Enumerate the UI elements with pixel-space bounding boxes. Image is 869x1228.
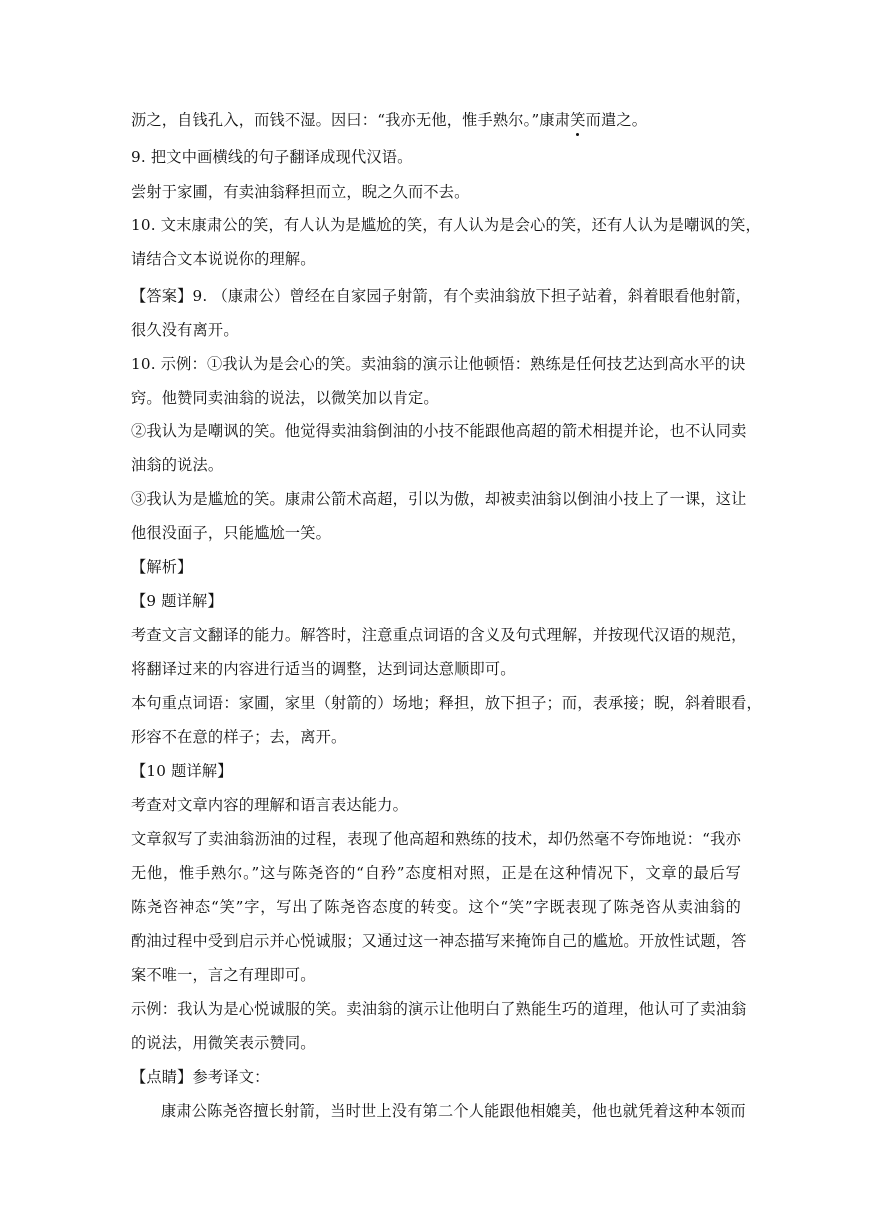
- analysis-line: 考查对文章内容的理解和语言表达能力。: [131, 796, 408, 814]
- answer-line: 油翁的说法。: [131, 456, 224, 474]
- analysis-line: 案不唯一，言之有理即可。: [131, 966, 316, 984]
- example-line: 的说法，用微笑表示赞同。: [131, 1034, 316, 1052]
- analysis-line: 形容不在意的样子；去，离开。: [131, 728, 347, 746]
- analysis-line: 本句重点词语：家圃，家里（射箭的）场地；释担，放下担子；而，表承接；睨，斜着眼看，: [131, 694, 762, 712]
- q10-detail-heading: 【10 题详解】: [131, 762, 233, 780]
- analysis-heading: 【解析】: [131, 558, 193, 576]
- example-line: 示例：我认为是心悦诚服的笑。卖油翁的演示让他明白了熟能生巧的道理，他认可了卖油翁: [131, 1000, 747, 1018]
- answer-line: ③我认为是尴尬的笑。康肃公箭术高超，引以为傲，却被卖油翁以倒油小技上了一课，这让: [131, 490, 747, 508]
- analysis-line: 考查文言文翻译的能力。解答时，注意重点词语的含义及句式理解，并按现代汉语的规范，: [131, 626, 747, 644]
- answer-heading-line: 【答案】9. （康肃公）曾经在自家园子射箭，有个卖油翁放下担子站着，斜着眼看他射箭，: [131, 287, 752, 305]
- notes-heading: 【点睛】参考译文：: [131, 1068, 270, 1086]
- answer-line: 很久没有离开。: [131, 321, 239, 339]
- answer-line: 他很没面子，只能尴尬一笑。: [131, 524, 332, 542]
- analysis-line: 文章叙写了卖油翁沥油的过程，表现了他高超和熟练的技术，却仍然毫不夸饰地说：“我亦: [131, 830, 741, 848]
- passage-line: [131, 110, 741, 130]
- question-10-cont: 请结合文本说说你的理解。: [131, 250, 316, 268]
- translation-line: 康肃公陈尧咨擅长射箭，当时世上没有第二个人能跟他相媲美，他也就凭着这种本领而: [161, 1102, 746, 1120]
- analysis-line: 酌油过程中受到启示并心悦诚服；又通过这一神态描写来掩饰自己的尴尬。开放性试题，答: [131, 932, 747, 950]
- passage-line-after: 而遣之。: [585, 111, 648, 129]
- question-10: 10. 文末康肃公的笑，有人认为是尴尬的笑，有人认为是会心的笑，还有人认为是嘲讽的笑，: [131, 216, 761, 234]
- question-9: 9. 把文中画横线的句子翻译成现代汉语。: [131, 148, 413, 166]
- analysis-line: 陈尧咨神态“笑”字，写出了陈尧咨态度的转变。这个“笑”字既表现了陈尧咨从卖油翁的: [131, 898, 741, 916]
- emphasis-char: 笑: [570, 111, 586, 129]
- analysis-line: 无他，惟手熟尔。”这与陈尧咨的“自矜”态度相对照，正是在这种情况下，文章的最后写: [131, 864, 741, 882]
- answer-line: ②我认为是嘲讽的笑。他觉得卖油翁倒油的小技不能跟他高超的箭术相提并论，也不认同卖: [131, 422, 747, 440]
- passage-line-before: 沥之，自钱孔入，而钱不湿。因曰：“我亦无他，惟手熟尔。”康肃: [131, 111, 571, 129]
- q9-detail-heading: 【9 题详解】: [131, 592, 223, 610]
- analysis-line: 将翻译过来的内容进行适当的调整，达到词达意顺即可。: [131, 660, 516, 678]
- answer-line: 窍。他赞同卖油翁的说法，以微笑加以肯定。: [131, 389, 439, 407]
- answer-line: 10. 示例：①我认为是会心的笑。卖油翁的演示让他顿悟：熟练是任何技艺达到高水平的诀: [131, 355, 746, 373]
- question-9-sentence: 尝射于家圃，有卖油翁释担而立，睨之久而不去。: [131, 183, 470, 201]
